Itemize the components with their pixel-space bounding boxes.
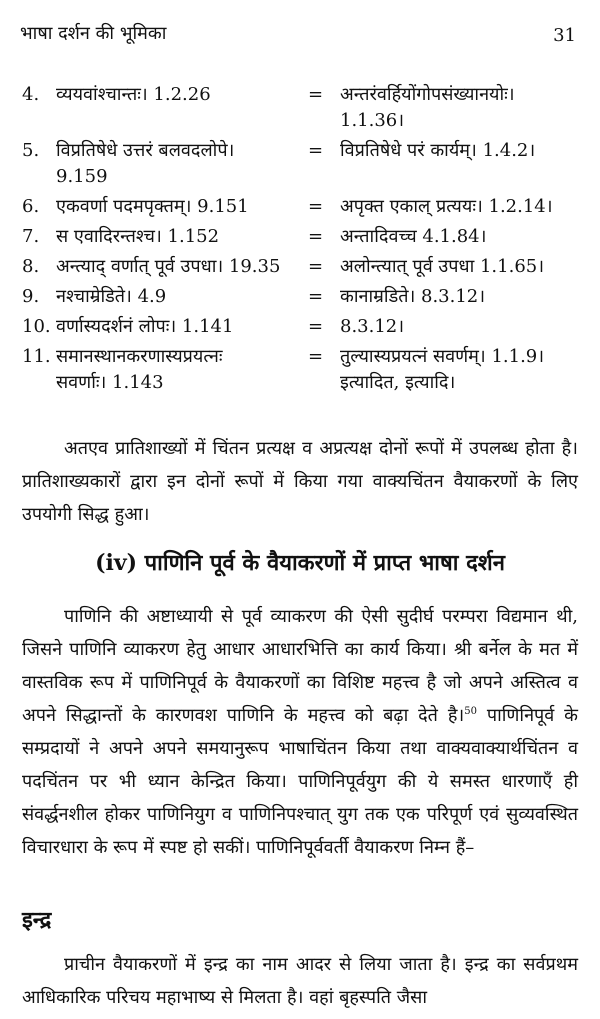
rule-source: अन्त्याद् वर्णात् पूर्व उपधा। 19.35 xyxy=(56,256,281,277)
rule-number: 10. xyxy=(22,316,51,337)
rule-row xyxy=(22,136,592,192)
page-number: 31 xyxy=(553,25,576,46)
rule-row xyxy=(22,222,592,252)
rule-source-line1: विप्रतिषेधे उत्तरं बलवदलोपे। xyxy=(56,140,235,161)
rule-equivalent-line1: अन्तरंवर्हियोंगोपसंख्यानयोः। xyxy=(340,84,515,105)
rule-number: 6. xyxy=(22,196,40,217)
rule-source xyxy=(56,136,326,187)
rule-equivalent: विप्रतिषेधे परं कार्यम्। 1.4.2। xyxy=(340,140,536,161)
rule-number: 9. xyxy=(22,286,40,307)
rule-number: 4. xyxy=(22,84,40,105)
rule-row xyxy=(22,342,592,398)
rule-row xyxy=(22,192,592,222)
subheading: इन्द्र xyxy=(22,907,52,933)
paragraph: प्राचीन वैयाकरणों में इन्द्र का नाम आदर से लिया जाता है। इन्द्र का सर्वप्रथम आधिकारिक परिचय महाभाष्य से मिलता है। वहां बृहस्पति जैसा xyxy=(22,954,578,1008)
rule-comparison-list xyxy=(22,80,592,398)
equals-sign: = xyxy=(308,256,324,277)
rule-equivalent-line1: तुल्यास्यप्रयत्नं सवर्णम्। 1.1.9। xyxy=(340,346,545,367)
rule-source: स एवादिरन्तश्च। 1.152 xyxy=(56,226,220,247)
rule-row-continuation xyxy=(22,110,592,136)
equals-sign: = xyxy=(308,286,324,307)
section-heading: (iv) पाणिनि पूर्व के वैयाकरणों में प्राप्त भाषा दर्शन xyxy=(95,550,505,576)
rule-equivalent-continuation: इत्यादित, इत्यादि। xyxy=(340,372,456,393)
rule-equivalent: अन्तादिवच्च 4.1.84। xyxy=(340,226,487,247)
running-title: भाषा दर्शन की भूमिका xyxy=(20,23,167,44)
rule-number: 7. xyxy=(22,226,40,247)
rule-equivalent: अलोन्त्यात् पूर्व उपधा 1.1.65। xyxy=(340,256,545,277)
rule-source: एकवर्णा पदमपृक्तम्। 9.151 xyxy=(56,196,249,217)
rule-row xyxy=(22,252,592,282)
rule-source-continuation: 9.159 xyxy=(56,166,108,187)
rule-source-continuation: सवर्णाः। 1.143 xyxy=(56,372,164,393)
rule-source xyxy=(56,342,326,393)
paragraph: अतएव प्रातिशाख्यों में चिंतन प्रत्यक्ष व अप्रत्यक्ष दोनों रूपों में उपलब्ध होता है। प्रातिशाख्यकारों द्वारा इन दोनों रूपों में किया गया वाक्यचिंतन वैयाकरणों के लिए उपयोगी सिद्ध हुआ। xyxy=(22,438,578,525)
rule-equivalent-continuation: 1.1.36। xyxy=(340,110,405,131)
equals-sign: = xyxy=(308,226,324,247)
rule-equivalent xyxy=(340,342,590,393)
paragraph xyxy=(22,600,578,864)
rule-source: नश्चाम्रेडिते। 4.9 xyxy=(56,286,167,307)
rule-source-line1: समानस्थानकरणास्यप्रयत्नः xyxy=(56,346,223,367)
rule-equivalent: कानाम्रडिते। 8.3.12। xyxy=(340,286,486,307)
rule-number: 11. xyxy=(22,346,51,367)
rule-equivalent: अपृक्त एकाल् प्रत्ययः। 1.2.14। xyxy=(340,196,553,217)
paragraph-text: पाणिनिपूर्व के सम्प्रदायों ने अपने अपने समयानुरूप भाषाचिंतन किया तथा वाक्यवाक्यार्थचिंतन व पदचिंतन पर भी ध्यान केन्द्रित किया। पाणिनिपूर्वयुग की ये समस्त धारणाएँ ही संवर्द्धनशील होकर पाणिनियुग व पाणिनिपश्चात् युग तक एक परिपूर्ण एवं सुव्यवस्थित विचारधारा के रूप में स्पष्ट हो सकीं। पाणिनिपूर्ववर्ती वैयाकरण निम्न हैं– xyxy=(22,705,579,858)
equals-sign: = xyxy=(308,346,324,367)
rule-row xyxy=(22,282,592,312)
rule-row xyxy=(22,312,592,342)
footnote-reference: 50 xyxy=(464,706,477,717)
equals-sign: = xyxy=(308,316,324,337)
equals-sign: = xyxy=(308,84,324,105)
rule-number: 8. xyxy=(22,256,40,277)
equals-sign: = xyxy=(308,140,324,161)
rule-source: वर्णास्यदर्शनं लोपः। 1.141 xyxy=(56,316,234,337)
paragraph-text: पाणिनि की अष्टाध्यायी से पूर्व व्याकरण की ऐसी सुदीर्घ परम्परा विद्यमान थी, जिसने पाणिनि व्याकरण हेतु आधार आधारभित्ति का कार्य किया। श्री बर्नेल के मत में वास्तविक रूप में पाणिनिपूर्व के वैयाकरणों का विशिष्ट महत्त्व है जो अपने अस्तित्व व अपने सिद्धान्तों के कारणवश पाणिनि के महत्त्व को बढ़ा देते है। xyxy=(22,606,578,726)
rule-number: 5. xyxy=(22,140,40,161)
running-header xyxy=(20,20,580,50)
rule-equivalent: 8.3.12। xyxy=(340,316,405,337)
equals-sign: = xyxy=(308,196,324,217)
rule-source: व्ययवांश्चान्तः। 1.2.26 xyxy=(56,84,211,105)
